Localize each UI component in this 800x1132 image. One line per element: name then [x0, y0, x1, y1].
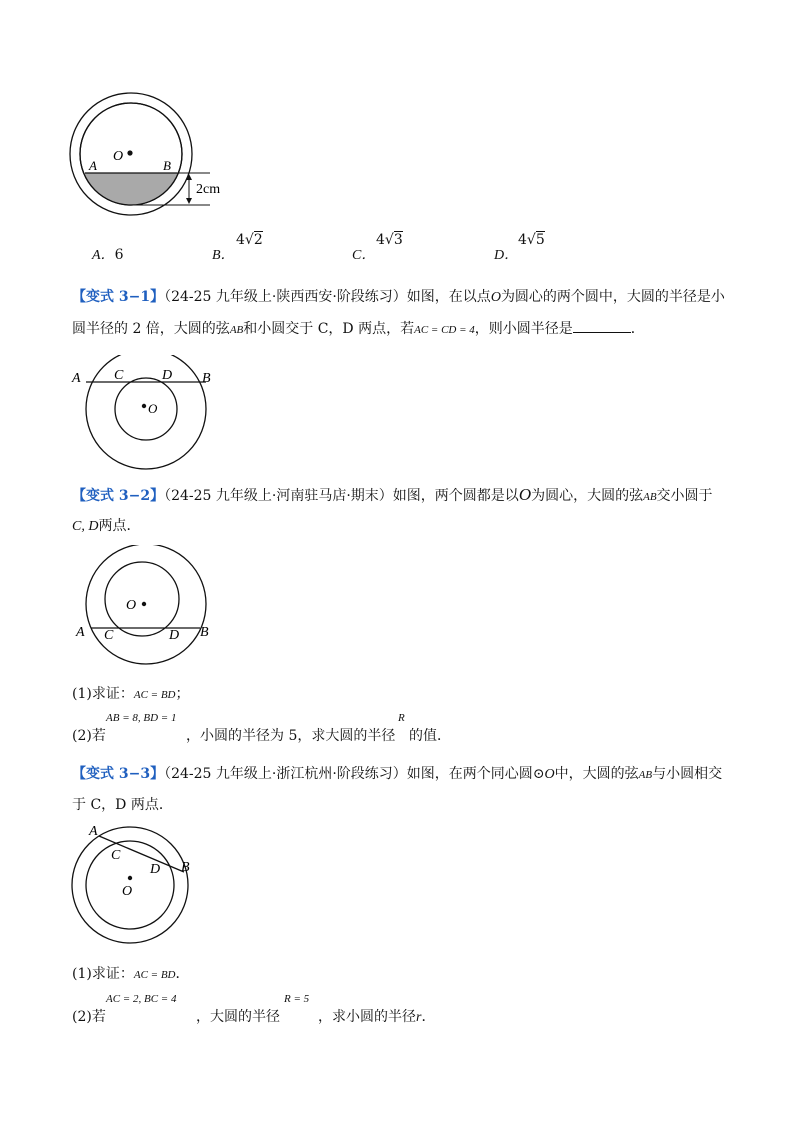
v31-figure — [64, 355, 224, 473]
option-c[interactable] — [352, 245, 375, 266]
option-c-radicand: 3 — [393, 232, 403, 248]
v33-question2-end: ，求小圆的半径r． — [318, 1009, 436, 1025]
v33-question2: (2)若 — [72, 1009, 106, 1025]
v32-center-point — [142, 602, 146, 606]
label-a: A — [89, 158, 97, 173]
svg-text:O: O — [126, 598, 137, 613]
v32-q2-equation: AB = 8, BD = 1 — [106, 712, 177, 724]
option-d-value: 4√5 — [518, 232, 545, 248]
svg-text:C: C — [114, 368, 124, 383]
option-c-value: 4√3 — [376, 232, 403, 248]
option-d-letter: D． — [494, 248, 519, 263]
option-d-coef: 4 — [518, 232, 527, 248]
v32-figure — [64, 545, 224, 667]
option-b-letter: B． — [212, 248, 235, 263]
label-o: O — [113, 149, 124, 164]
v33-q2-equation: AC = 2, BC = 4 — [106, 993, 177, 1005]
label-b: B — [163, 158, 171, 173]
v33-tag: 【变式 3−3】 — [72, 766, 165, 782]
label-2cm: 2cm — [196, 182, 221, 197]
svg-text:C: C — [111, 848, 121, 863]
svg-text:D: D — [150, 862, 161, 877]
svg-text:C: C — [104, 628, 114, 643]
option-d[interactable] — [494, 245, 518, 266]
option-b[interactable] — [212, 245, 235, 266]
v31-line1: 【变式 3−1】（24-25 九年级上·陕西西安·阶段练习）如图，在以点O为圆心的两个圆中，大圆的半径是小 — [72, 289, 725, 305]
svg-text:D: D — [169, 628, 180, 643]
v32-inner-circle — [105, 562, 179, 636]
v31-equation: AC = CD = 4 — [414, 324, 475, 336]
figure-pipe-cross-section — [60, 92, 240, 224]
v33-question2-rest: ，大圆的半径 — [196, 1009, 280, 1025]
v32-q2-r-symbol: R — [398, 712, 405, 724]
v31-tag: 【变式 3−1】 — [72, 289, 165, 305]
v33-center-point — [128, 876, 132, 880]
v32-question2: (2)若 — [72, 728, 106, 744]
svg-text:O: O — [122, 884, 133, 899]
v31-answer-blank[interactable] — [573, 318, 631, 333]
option-a-value: 6 — [114, 247, 124, 263]
v33-question1: (1)求证：AC = BD． — [72, 966, 190, 982]
v31-center-point — [142, 404, 146, 408]
v32-line2: C, D两点． — [72, 518, 141, 534]
v33-q2-r-value: R = 5 — [284, 993, 310, 1005]
v33-line2: 于 C，D 两点． — [72, 797, 173, 813]
svg-text:A: A — [89, 824, 98, 839]
svg-text:B: B — [200, 625, 209, 640]
v32-tag: 【变式 3−2】 — [72, 488, 165, 504]
option-c-letter: C． — [352, 248, 376, 263]
option-a[interactable] — [92, 245, 123, 266]
svg-text:B: B — [181, 860, 190, 875]
option-b-radicand: 2 — [253, 232, 263, 248]
v33-figure — [64, 822, 214, 954]
v32-question2-end: 的值． — [409, 728, 451, 744]
svg-text:B: B — [202, 371, 211, 386]
v33-line1: 【变式 3−3】（24-25 九年级上·浙江杭州·阶段练习）如图，在两个同心圆⊙O中，大圆的弦AB与小圆相交 — [72, 766, 723, 782]
option-b-coef: 4 — [236, 232, 245, 248]
svg-text:A: A — [76, 625, 85, 640]
v32-line1: 【变式 3−2】（24-25 九年级上·河南驻马店·期末）如图，两个圆都是以O为圆心，大圆的弦AB交小圆于 — [72, 485, 713, 504]
v31-line2: 圆半径的 2 倍，大圆的弦AB和小圆交于 C，D 两点，若AC = CD = 4，则小圆半径是 ． — [72, 318, 645, 340]
svg-text:O: O — [148, 401, 158, 416]
option-b-value: 4√2 — [236, 232, 263, 248]
svg-text:D: D — [162, 368, 173, 383]
option-d-radicand: 5 — [535, 232, 545, 248]
v32-question1: (1)求证：AC = BD； — [72, 686, 190, 702]
v31-outer-circle — [86, 355, 206, 469]
v32-question2-rest: ，小圆的半径为 5，求大圆的半径 — [186, 728, 396, 744]
v31-inner-circle — [115, 378, 177, 440]
center-point — [127, 150, 132, 155]
svg-text:A: A — [72, 371, 81, 386]
option-a-letter: A． — [92, 248, 115, 263]
option-c-coef: 4 — [376, 232, 385, 248]
